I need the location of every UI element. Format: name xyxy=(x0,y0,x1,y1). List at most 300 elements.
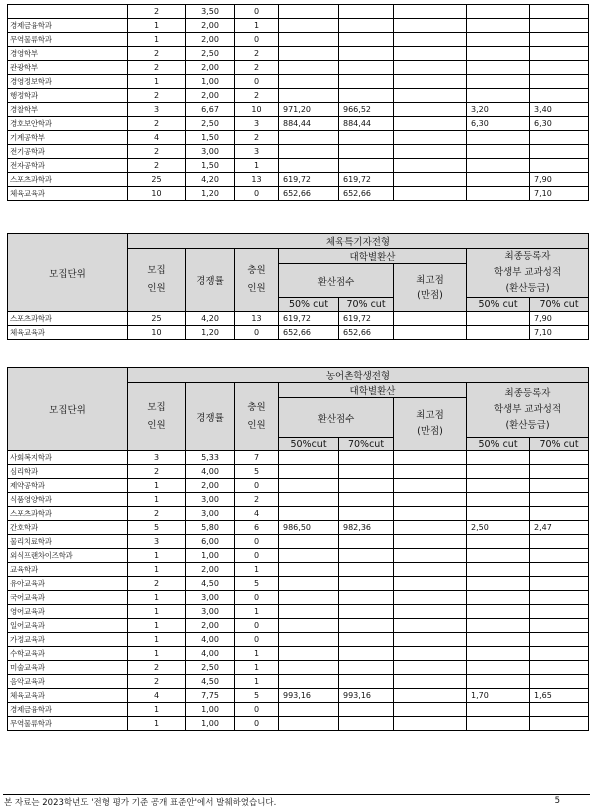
value-cell xyxy=(467,326,530,340)
value-cell: 2 xyxy=(128,145,186,159)
table-row xyxy=(8,647,589,661)
value-cell: 1 xyxy=(128,33,186,47)
value-cell xyxy=(394,312,467,326)
value-cell: 4,50 xyxy=(186,675,235,689)
value-cell: 5 xyxy=(235,465,279,479)
value-cell xyxy=(530,619,589,633)
value-cell: 986,50 xyxy=(279,521,339,535)
unit-name-cell: 영어교육과 xyxy=(8,605,128,619)
sports-specialist-table xyxy=(7,233,589,340)
value-cell: 2 xyxy=(128,61,186,75)
value-cell: 7,10 xyxy=(530,187,589,201)
header-max-score: 최고점 (만점) xyxy=(394,398,467,451)
unit-name-cell: 물리치료학과 xyxy=(8,535,128,549)
value-cell: 0 xyxy=(235,591,279,605)
value-cell xyxy=(467,5,530,19)
value-cell xyxy=(530,535,589,549)
header-filled: 충원 인원 xyxy=(235,383,279,451)
value-cell xyxy=(279,647,339,661)
value-cell xyxy=(339,591,394,605)
unit-name-cell: 경영정보학과 xyxy=(8,75,128,89)
value-cell: 5 xyxy=(235,577,279,591)
value-cell: 7 xyxy=(235,451,279,465)
header-competition: 경쟁률 xyxy=(186,249,235,312)
value-cell xyxy=(530,633,589,647)
value-cell: 2 xyxy=(235,47,279,61)
value-cell xyxy=(394,145,467,159)
value-cell xyxy=(279,661,339,675)
value-cell xyxy=(467,61,530,75)
table-row xyxy=(8,159,589,173)
value-cell xyxy=(394,103,467,117)
value-cell: 6,30 xyxy=(530,117,589,131)
value-cell: 3 xyxy=(128,535,186,549)
header-quota: 모집 인원 xyxy=(128,249,186,312)
value-cell xyxy=(394,117,467,131)
value-cell xyxy=(279,33,339,47)
unit-name-cell: 국어교육과 xyxy=(8,591,128,605)
page-number: 5 xyxy=(554,796,560,806)
value-cell xyxy=(394,549,467,563)
unit-name-cell: 전자공학과 xyxy=(8,159,128,173)
value-cell: 2,00 xyxy=(186,33,235,47)
value-cell xyxy=(394,173,467,187)
value-cell xyxy=(339,465,394,479)
value-cell xyxy=(279,451,339,465)
value-cell: 0 xyxy=(235,75,279,89)
unit-name-cell: 무역물류학과 xyxy=(8,33,128,47)
value-cell: 982,36 xyxy=(339,521,394,535)
header-cut50: 50% cut xyxy=(279,298,339,312)
value-cell: 1,50 xyxy=(186,131,235,145)
unit-name-cell: 유아교육과 xyxy=(8,577,128,591)
value-cell xyxy=(394,47,467,61)
value-cell: 0 xyxy=(235,5,279,19)
table-title: 체육특기자전형 xyxy=(128,234,589,249)
value-cell: 5,33 xyxy=(186,451,235,465)
value-cell xyxy=(339,633,394,647)
table-row xyxy=(8,633,589,647)
value-cell xyxy=(530,703,589,717)
value-cell xyxy=(394,5,467,19)
value-cell: 1 xyxy=(128,591,186,605)
value-cell xyxy=(394,507,467,521)
table-row xyxy=(8,563,589,577)
value-cell: 2 xyxy=(128,159,186,173)
value-cell xyxy=(339,159,394,173)
value-cell: 3,00 xyxy=(186,507,235,521)
value-cell xyxy=(279,145,339,159)
value-cell xyxy=(467,33,530,47)
table-row xyxy=(8,605,589,619)
value-cell xyxy=(279,549,339,563)
value-cell: 1,00 xyxy=(186,549,235,563)
value-cell xyxy=(467,549,530,563)
value-cell: 1 xyxy=(128,717,186,731)
value-cell: 13 xyxy=(235,173,279,187)
value-cell xyxy=(467,605,530,619)
value-cell xyxy=(279,75,339,89)
value-cell xyxy=(394,661,467,675)
value-cell xyxy=(279,535,339,549)
value-cell: 2 xyxy=(128,5,186,19)
value-cell xyxy=(467,675,530,689)
value-cell: 2 xyxy=(128,507,186,521)
unit-name-cell: 제약공학과 xyxy=(8,479,128,493)
value-cell: 7,90 xyxy=(530,173,589,187)
value-cell xyxy=(467,47,530,61)
unit-name-cell: 경제금융학과 xyxy=(8,703,128,717)
value-cell xyxy=(530,675,589,689)
value-cell xyxy=(467,145,530,159)
value-cell: 1,50 xyxy=(186,159,235,173)
value-cell: 13 xyxy=(235,312,279,326)
value-cell xyxy=(467,451,530,465)
value-cell xyxy=(394,451,467,465)
value-cell: 2,00 xyxy=(186,619,235,633)
table-row xyxy=(8,465,589,479)
header-conv-score: 환산점수 xyxy=(279,264,394,298)
table-row xyxy=(8,591,589,605)
value-cell: 4 xyxy=(235,507,279,521)
value-cell xyxy=(530,647,589,661)
value-cell xyxy=(394,19,467,33)
value-cell: 619,72 xyxy=(279,312,339,326)
table-row xyxy=(8,493,589,507)
value-cell: 3,50 xyxy=(186,5,235,19)
value-cell: 3 xyxy=(235,117,279,131)
value-cell: 1 xyxy=(235,647,279,661)
value-cell xyxy=(279,19,339,33)
value-cell: 2,50 xyxy=(186,661,235,675)
value-cell: 10 xyxy=(235,103,279,117)
value-cell: 1,70 xyxy=(467,689,530,703)
value-cell: 966,52 xyxy=(339,103,394,117)
value-cell xyxy=(339,675,394,689)
value-cell xyxy=(339,5,394,19)
value-cell: 652,66 xyxy=(279,187,339,201)
value-cell xyxy=(394,89,467,103)
value-cell: 1,00 xyxy=(186,717,235,731)
value-cell: 2 xyxy=(128,465,186,479)
value-cell: 884,44 xyxy=(339,117,394,131)
value-cell xyxy=(530,131,589,145)
value-cell xyxy=(530,465,589,479)
value-cell: 993,16 xyxy=(279,689,339,703)
value-cell xyxy=(339,535,394,549)
value-cell xyxy=(339,563,394,577)
table-title: 농어촌학생전형 xyxy=(128,368,589,383)
value-cell xyxy=(530,75,589,89)
table-row xyxy=(8,312,589,326)
value-cell xyxy=(530,61,589,75)
value-cell xyxy=(530,661,589,675)
value-cell xyxy=(279,89,339,103)
header-filled: 충원 인원 xyxy=(235,249,279,312)
table-body xyxy=(8,5,589,201)
value-cell: 1,20 xyxy=(186,187,235,201)
value-cell xyxy=(467,703,530,717)
value-cell xyxy=(339,131,394,145)
value-cell: 2,00 xyxy=(186,89,235,103)
table-row xyxy=(8,619,589,633)
table-row xyxy=(8,661,589,675)
value-cell xyxy=(339,647,394,661)
value-cell xyxy=(339,33,394,47)
unit-name-cell: 수학교육과 xyxy=(8,647,128,661)
value-cell xyxy=(467,89,530,103)
table-row xyxy=(8,507,589,521)
table-row xyxy=(8,717,589,731)
value-cell xyxy=(339,493,394,507)
value-cell: 25 xyxy=(128,173,186,187)
value-cell: 7,90 xyxy=(530,312,589,326)
header-cut70: 70% cut xyxy=(339,298,394,312)
value-cell: 2 xyxy=(235,89,279,103)
value-cell: 1 xyxy=(128,19,186,33)
value-cell xyxy=(394,479,467,493)
unit-name-cell: 스포츠과학과 xyxy=(8,173,128,187)
unit-name-cell: 미술교육과 xyxy=(8,661,128,675)
value-cell xyxy=(530,19,589,33)
value-cell xyxy=(394,591,467,605)
table-body xyxy=(8,451,589,731)
value-cell xyxy=(339,619,394,633)
header-unit: 모집단위 xyxy=(8,234,128,312)
value-cell xyxy=(467,465,530,479)
value-cell: 0 xyxy=(235,479,279,493)
value-cell xyxy=(279,619,339,633)
table-row xyxy=(8,117,589,131)
table-row xyxy=(8,33,589,47)
value-cell xyxy=(530,717,589,731)
value-cell xyxy=(394,521,467,535)
table-row xyxy=(8,103,589,117)
table-row xyxy=(8,61,589,75)
value-cell xyxy=(530,605,589,619)
header-final-registrant: 최종등록자 학생부 교과성적 (환산등급) xyxy=(467,383,589,438)
value-cell xyxy=(394,675,467,689)
table-row xyxy=(8,47,589,61)
header-unit: 모집단위 xyxy=(8,368,128,451)
unit-name-cell: 간호학과 xyxy=(8,521,128,535)
value-cell xyxy=(394,535,467,549)
value-cell: 2,47 xyxy=(530,521,589,535)
value-cell: 1 xyxy=(235,563,279,577)
value-cell xyxy=(467,312,530,326)
value-cell: 3,00 xyxy=(186,591,235,605)
value-cell xyxy=(467,173,530,187)
value-cell xyxy=(467,159,530,173)
value-cell: 2 xyxy=(128,117,186,131)
unit-name-cell: 일어교육과 xyxy=(8,619,128,633)
table-body xyxy=(8,312,589,340)
value-cell: 2,00 xyxy=(186,19,235,33)
unit-name-cell: 사회복지학과 xyxy=(8,451,128,465)
value-cell: 971,20 xyxy=(279,103,339,117)
value-cell: 1 xyxy=(128,493,186,507)
value-cell xyxy=(467,591,530,605)
unit-name-cell xyxy=(8,5,128,19)
table-row xyxy=(8,131,589,145)
value-cell xyxy=(279,591,339,605)
table-row xyxy=(8,89,589,103)
table-row xyxy=(8,549,589,563)
table-row xyxy=(8,187,589,201)
value-cell xyxy=(339,507,394,521)
value-cell xyxy=(339,47,394,61)
value-cell: 1,65 xyxy=(530,689,589,703)
value-cell xyxy=(339,75,394,89)
value-cell: 652,66 xyxy=(339,326,394,340)
value-cell xyxy=(530,33,589,47)
unit-name-cell: 체육교육과 xyxy=(8,326,128,340)
value-cell xyxy=(279,5,339,19)
value-cell xyxy=(467,493,530,507)
table-row xyxy=(8,703,589,717)
unit-name-cell: 음악교육과 xyxy=(8,675,128,689)
header-cut70-grade: 70% cut xyxy=(530,438,589,451)
value-cell xyxy=(279,563,339,577)
value-cell: 10 xyxy=(128,187,186,201)
value-cell: 2 xyxy=(128,675,186,689)
value-cell: 3,00 xyxy=(186,493,235,507)
value-cell: 1 xyxy=(235,605,279,619)
value-cell: 1 xyxy=(128,633,186,647)
value-cell: 619,72 xyxy=(339,312,394,326)
value-cell xyxy=(279,507,339,521)
value-cell: 1 xyxy=(235,159,279,173)
value-cell xyxy=(394,33,467,47)
value-cell: 0 xyxy=(235,633,279,647)
value-cell xyxy=(394,647,467,661)
value-cell: 0 xyxy=(235,33,279,47)
value-cell xyxy=(279,605,339,619)
value-cell xyxy=(467,131,530,145)
value-cell xyxy=(394,633,467,647)
value-cell: 3 xyxy=(128,451,186,465)
value-cell xyxy=(279,703,339,717)
value-cell xyxy=(394,619,467,633)
header-cut70: 70%cut xyxy=(339,438,394,451)
value-cell: 4,50 xyxy=(186,577,235,591)
unit-name-cell: 전기공학과 xyxy=(8,145,128,159)
value-cell xyxy=(467,187,530,201)
value-cell: 0 xyxy=(235,549,279,563)
value-cell xyxy=(279,131,339,145)
value-cell: 2 xyxy=(128,47,186,61)
table-row xyxy=(8,577,589,591)
value-cell xyxy=(279,159,339,173)
unit-name-cell: 식품영양학과 xyxy=(8,493,128,507)
value-cell: 1 xyxy=(235,19,279,33)
value-cell: 1 xyxy=(128,549,186,563)
value-cell xyxy=(339,605,394,619)
value-cell xyxy=(530,479,589,493)
value-cell xyxy=(339,479,394,493)
value-cell xyxy=(394,563,467,577)
value-cell: 1 xyxy=(235,661,279,675)
unit-name-cell: 기계공학부 xyxy=(8,131,128,145)
value-cell xyxy=(394,577,467,591)
header-quota: 모집 인원 xyxy=(128,383,186,451)
value-cell: 1,20 xyxy=(186,326,235,340)
value-cell xyxy=(279,47,339,61)
value-cell xyxy=(467,661,530,675)
value-cell: 2 xyxy=(235,493,279,507)
value-cell: 1 xyxy=(128,647,186,661)
header-cut70-grade: 70% cut xyxy=(530,298,589,312)
value-cell: 884,44 xyxy=(279,117,339,131)
table-row xyxy=(8,689,589,703)
value-cell xyxy=(530,591,589,605)
value-cell: 1,00 xyxy=(186,75,235,89)
value-cell xyxy=(530,47,589,61)
value-cell: 0 xyxy=(235,326,279,340)
table-row xyxy=(8,675,589,689)
value-cell: 5,80 xyxy=(186,521,235,535)
unit-name-cell: 가정교육과 xyxy=(8,633,128,647)
value-cell: 1 xyxy=(128,605,186,619)
value-cell xyxy=(467,563,530,577)
value-cell xyxy=(394,703,467,717)
unit-name-cell: 경호보안학과 xyxy=(8,117,128,131)
value-cell: 6,30 xyxy=(467,117,530,131)
value-cell: 2 xyxy=(128,661,186,675)
value-cell xyxy=(279,633,339,647)
value-cell xyxy=(467,717,530,731)
unit-name-cell: 관광학부 xyxy=(8,61,128,75)
value-cell xyxy=(279,479,339,493)
unit-name-cell: 경제금융학과 xyxy=(8,19,128,33)
table-row xyxy=(8,173,589,187)
value-cell: 2,00 xyxy=(186,61,235,75)
unit-name-cell: 무역물류학과 xyxy=(8,717,128,731)
value-cell xyxy=(530,577,589,591)
value-cell: 652,66 xyxy=(339,187,394,201)
value-cell xyxy=(394,717,467,731)
value-cell: 4 xyxy=(128,689,186,703)
header-max-score: 최고점 (만점) xyxy=(394,264,467,312)
value-cell: 4,00 xyxy=(186,465,235,479)
value-cell: 7,10 xyxy=(530,326,589,340)
value-cell xyxy=(339,89,394,103)
header-competition: 경쟁률 xyxy=(186,383,235,451)
value-cell xyxy=(530,549,589,563)
value-cell: 652,66 xyxy=(279,326,339,340)
value-cell xyxy=(279,717,339,731)
value-cell: 0 xyxy=(235,703,279,717)
value-cell xyxy=(279,577,339,591)
value-cell xyxy=(394,689,467,703)
table-row xyxy=(8,75,589,89)
unit-name-cell: 교육학과 xyxy=(8,563,128,577)
value-cell: 4,00 xyxy=(186,633,235,647)
header-cut50: 50%cut xyxy=(279,438,339,451)
value-cell: 619,72 xyxy=(339,173,394,187)
table-row xyxy=(8,19,589,33)
value-cell xyxy=(279,493,339,507)
value-cell: 4 xyxy=(128,131,186,145)
value-cell: 6 xyxy=(235,521,279,535)
value-cell xyxy=(279,465,339,479)
value-cell: 993,16 xyxy=(339,689,394,703)
admission-table-continued xyxy=(7,4,589,201)
value-cell xyxy=(394,605,467,619)
value-cell: 2 xyxy=(128,89,186,103)
unit-name-cell: 경찰학부 xyxy=(8,103,128,117)
value-cell: 0 xyxy=(235,535,279,549)
